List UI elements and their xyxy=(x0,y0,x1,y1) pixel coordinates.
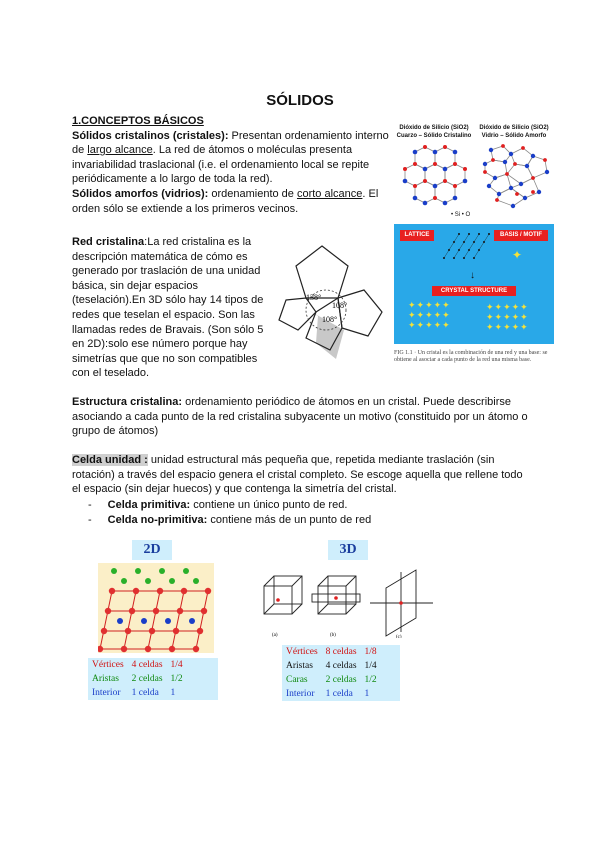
crystal-figure-caption: FIG 1.1 · Un cristal es la combinación de una red y una base: se obtiene al asociar a cada punto de la red una misma base. xyxy=(394,350,548,363)
cube-caption-b: (b) xyxy=(330,633,336,638)
text-cristalinos-2: . La red de átomos o moléculas presenta invariabilidad traslacional (i.e. el ordenamiento local se repite periódicamente a lo largo de toda la red). xyxy=(72,144,370,186)
paragraph-celda xyxy=(72,453,532,497)
cube-caption-c: (c) xyxy=(396,635,402,638)
table-row xyxy=(282,673,381,687)
term-celda-primitiva: Celda primitiva: xyxy=(107,499,191,511)
bullet-primitiva xyxy=(88,498,508,513)
quartz-caption-line-2: Cuarzo – Sólido Cristalino xyxy=(396,133,472,139)
cubes-3d-diagram xyxy=(258,566,438,638)
bullet-dash-2: - xyxy=(88,513,92,526)
table-row xyxy=(282,659,381,673)
term-corto-alcance: corto alcance xyxy=(296,187,363,200)
basis-label: BASIS / MOTIF xyxy=(494,230,548,241)
paragraph-cristalinos xyxy=(72,129,390,187)
table-row xyxy=(282,687,381,701)
cell-count: 8 celdas xyxy=(325,647,357,657)
lattice-label: LATTICE xyxy=(400,230,434,241)
vertex-point xyxy=(276,598,280,602)
label-3d: 3D xyxy=(328,540,368,560)
angle-label-1: 138° xyxy=(306,293,322,302)
term-amorfos: Sólidos amorfos (vidrios): xyxy=(72,187,209,200)
angle-label-3: 108° xyxy=(322,315,338,324)
text-cristalinos-1: Presentan ordenamiento interno de xyxy=(72,129,389,157)
table-row xyxy=(88,672,187,686)
table-3d xyxy=(282,645,381,701)
cell-name: Caras xyxy=(286,675,308,685)
cell-fraction: 1/2 xyxy=(364,675,377,685)
section-concepts xyxy=(72,114,390,216)
cell-name: Interior xyxy=(92,688,121,698)
term-red-cristalina: Red cristalina xyxy=(72,236,145,248)
bullet-dash-1: - xyxy=(88,499,92,511)
table-2d-wrapper xyxy=(88,658,218,700)
bullet-no-primitiva xyxy=(88,513,508,528)
table-row xyxy=(88,686,187,700)
face-point xyxy=(399,601,403,605)
basis-motif-icon: ✦ xyxy=(512,248,523,262)
crystal-structure-figure xyxy=(394,224,554,344)
cell-count: 1 celda xyxy=(325,689,353,699)
term-cristalinos: Sólidos cristalinos (cristales): xyxy=(72,129,229,142)
cell-count: 4 celdas xyxy=(131,660,163,670)
cell-name: Interior xyxy=(286,689,315,699)
paragraph-estructura xyxy=(72,395,532,439)
text-celda-no-primitiva: contiene más de un punto de red xyxy=(207,513,372,526)
table-2d xyxy=(88,658,187,700)
cell-name: Vértices xyxy=(92,660,124,670)
table-row xyxy=(282,645,381,659)
cell-fraction: 1/2 xyxy=(170,674,183,684)
table-3d-wrapper xyxy=(282,645,400,701)
cell-fraction: 1 xyxy=(170,688,176,698)
pentagon-tiling-diagram xyxy=(276,240,386,372)
lattice-2d-figure xyxy=(98,563,214,653)
glass-caption xyxy=(473,124,555,140)
cell-fraction: 1/4 xyxy=(170,660,183,670)
text-celda-primitiva: contiene un único punto de red. xyxy=(190,499,348,511)
structure-label: CRYSTAL STRUCTURE xyxy=(432,286,516,296)
lattice-points xyxy=(438,228,492,266)
glass-caption-line-1: Dióxido de Silicio (SiO2) xyxy=(479,125,549,131)
quartz-caption xyxy=(393,124,475,140)
cube-caption-a: (a) xyxy=(272,633,278,638)
glass-caption-line-2: Vidrio – Sólido Amorfo xyxy=(481,133,547,139)
edge-point xyxy=(334,596,338,600)
text-amorfos-2: . El orden sólo se extiende a los primeros vecinos. xyxy=(72,187,379,215)
cell-name: Aristas xyxy=(286,661,313,671)
cell-count: 2 celdas xyxy=(325,675,357,685)
cell-fraction: 1/4 xyxy=(364,661,377,671)
cell-count: 1 celda xyxy=(131,688,159,698)
arrow-down-icon: ↓ xyxy=(470,270,475,281)
sio2-structures-image xyxy=(393,142,555,212)
crystal-motifs-right: ✦✦✦✦✦ ✦✦✦✦✦ ✦✦✦✦✦ xyxy=(486,302,529,332)
paragraph-amorfos xyxy=(72,187,390,216)
lattice-2d-diagram xyxy=(98,563,214,653)
label-2d: 2D xyxy=(132,540,172,560)
cell-fraction: 1/8 xyxy=(364,647,377,657)
cell-fraction: 1 xyxy=(364,689,370,699)
celda-bullet-list xyxy=(88,498,508,527)
term-largo-alcance: largo alcance xyxy=(87,144,153,157)
crystal-motifs-left: ✦✦✦✦✦ ✦✦✦✦✦ ✦✦✦✦✦ xyxy=(408,300,451,330)
cell-name: Vértices xyxy=(286,647,318,657)
cell-count: 2 celdas xyxy=(131,674,163,684)
paragraph-red-cristalina xyxy=(72,235,270,381)
term-estructura: Estructura cristalina: xyxy=(72,396,183,408)
text-celda: unidad estructural más pequeña que, repetida mediante traslación (sin rotación) a través del espacio genera el cristal completo. Se escoge aquella que rellene todo el espacio (sin dejar huecos) y que contenga la simetría del cristal. xyxy=(72,454,523,496)
quartz-caption-line-1: Dióxido de Silicio (SiO2) xyxy=(399,125,469,131)
term-celda-unidad: Celda unidad : xyxy=(72,454,148,466)
sio2-legend: • Si • O xyxy=(451,212,471,218)
text-red-cristalina: :La red cristalina es la descripción matemática de cómo es generado por traslación de una unidad básica, sin dejar espacios (teselación).En 3D sólo hay 14 tipos de redes que teselan el espacio. Son las llamadas redes de Bravais. (Son sólo 5 en 2D):solo ese número porque hay simetrías que que no son compatibles con el teselado. xyxy=(72,236,264,380)
page-title: SÓLIDOS xyxy=(266,92,334,109)
cell-name: Aristas xyxy=(92,674,119,684)
cell-count: 4 celdas xyxy=(325,661,357,671)
sio2-figure xyxy=(393,124,555,220)
table-row xyxy=(88,658,187,672)
section-heading: 1.CONCEPTOS BÁSICOS xyxy=(72,115,204,127)
text-estructura: ordenamiento periódico de átomos en un cristal. Puede describirse asociando a cada punto de la red cristalina subyacente un motivo (constituido por un átomo o grupo de átomos) xyxy=(72,396,528,438)
text-amorfos-1: ordenamiento de xyxy=(208,187,297,200)
term-celda-no-primitiva: Celda no-primitiva: xyxy=(107,513,208,526)
angle-label-2: 108° xyxy=(332,301,348,310)
